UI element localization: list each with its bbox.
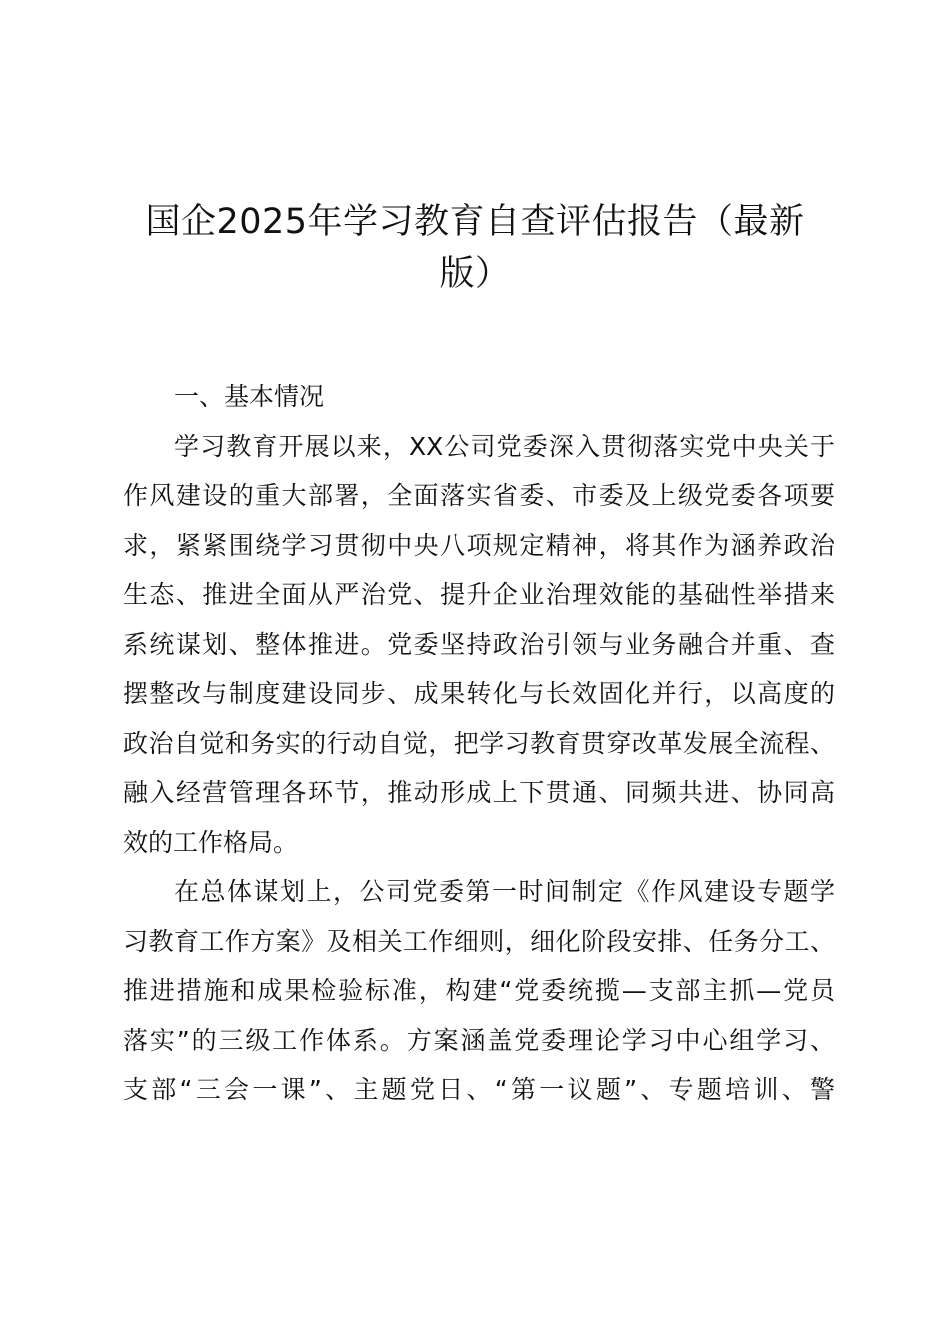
- paragraph-2-line-1: 在总体谋划上，公司党委第一时间制定《作风建设专题学: [174, 877, 835, 906]
- paragraph-1-line-2: 作风建设的重大部署，全面落实省委、市委及上级党委各项要: [123, 481, 835, 510]
- paragraph-1-line-3: 求，紧紧围绕学习贯彻中央八项规定精神，将其作为涵养政治: [123, 530, 835, 560]
- paragraph-1-line-9: 效的工作格局。: [123, 827, 299, 857]
- document-body: [123, 372, 835, 1115]
- document-title: [120, 196, 830, 300]
- paragraph-2: [123, 867, 835, 1115]
- paragraph-2-line-4: 落实”的三级工作体系。方案涵盖党委理论学习中心组学习、: [123, 1025, 835, 1055]
- paragraph-1-line-5: 系统谋划、整体推进。党委坚持政治引领与业务融合并重、查: [123, 629, 835, 659]
- paragraph-1-line-4: 生态、推进全面从严治党、提升企业治理效能的基础性举措来: [123, 580, 835, 609]
- paragraph-1-line-8: 融入经营管理各环节，推动形成上下贯通、同频共进、协同高: [123, 778, 835, 807]
- paragraph-1: [123, 422, 835, 868]
- paragraph-2-line-2: 习教育工作方案》及相关工作细则，细化阶段安排、任务分工、: [123, 926, 835, 956]
- document-title-line-1: 国企2025年学习教育自查评估报告（最新: [145, 202, 805, 242]
- paragraph-1-line-1: 学习教育开展以来，XX公司党委深入贯彻落实党中央关于: [174, 431, 835, 461]
- document-title-line-2: 版）: [439, 254, 511, 294]
- paragraph-2-line-3: 推进措施和成果检验标准，构建“党委统揽—支部主抓—党员: [123, 976, 835, 1005]
- paragraph-1-line-6: 摆整改与制度建设同步、成果转化与长效固化并行，以高度的: [123, 679, 835, 708]
- paragraph-1-line-7: 政治自觉和务实的行动自觉，把学习教育贯穿改革发展全流程、: [123, 728, 835, 758]
- section-heading: 一、基本情况: [174, 382, 325, 411]
- paragraph-2-line-5: 支部“三会一课”、主题党日、“第一议题”、专题培训、警: [123, 1075, 835, 1104]
